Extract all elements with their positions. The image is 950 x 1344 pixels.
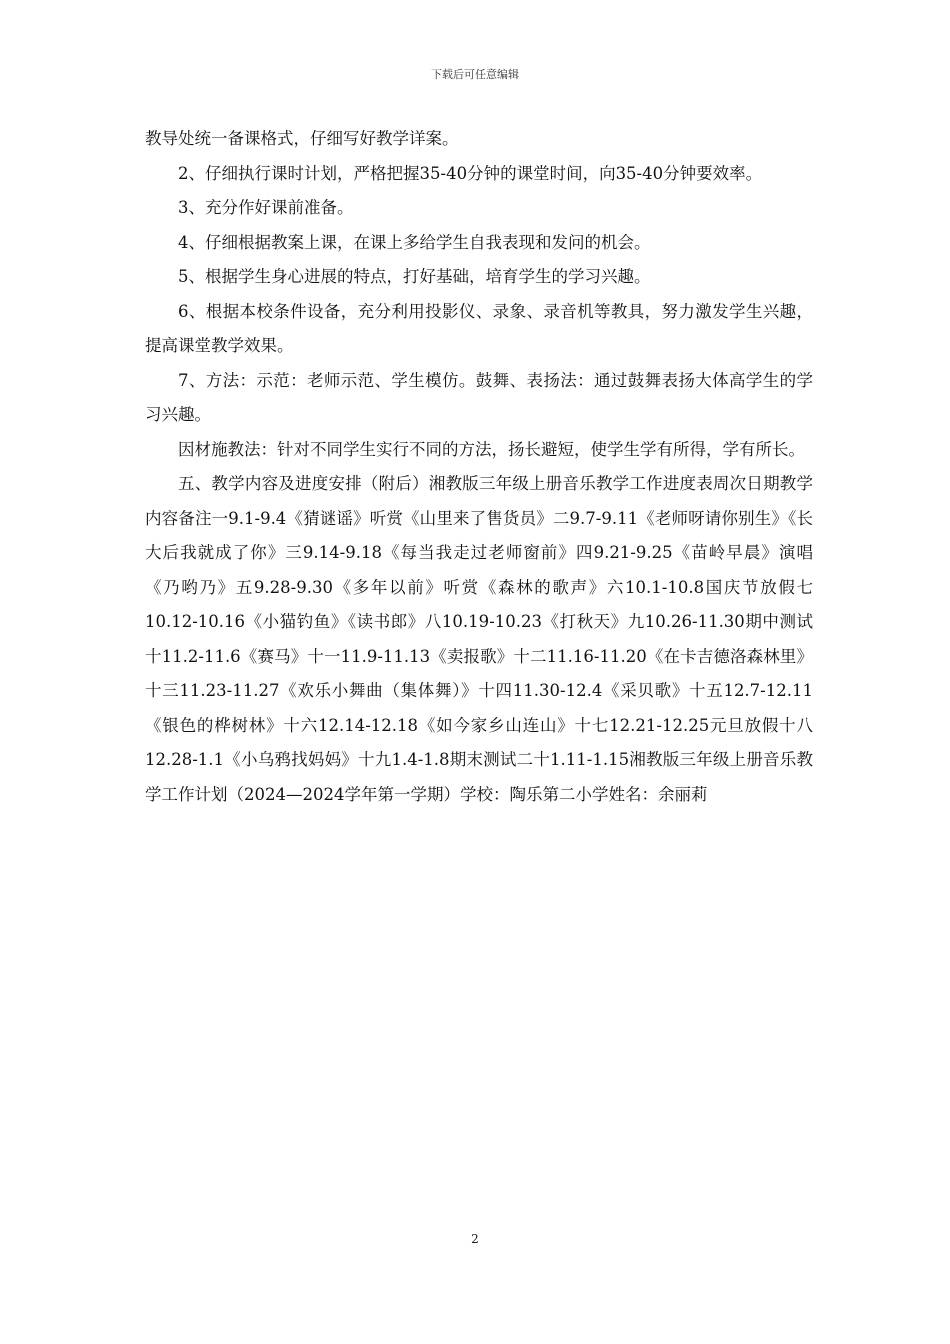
paragraph-8: 因材施教法：针对不同学生实行不同的方法，扬长避短，使学生学有所得，学有所长。 xyxy=(178,439,805,459)
paragraph-schedule: 五、教学内容及进度安排（附后）湘教版三年级上册音乐教学工作进度表周次日期教学内容备注一9.1-9.4《猜谜谣》听赏《山里来了售货员》二9.7-9.11《老师呀请你别生》《长大后我就成了你》三9.14-9.18《每当我走过老师窗前》四9.21-9.25《苗岭早晨》演唱《乃哟乃》五9.28-9.30《多年以前》听赏《森林的歌声》六10.1-10.8国庆节放假七10.12-10.16《小猫钓鱼》《读书郎》八10.19-10.23《打秋天》九10.26-11.30期中测试十11.2-11.6《赛马》十一11.9-11.13《卖报歌》十二11.16-11.20《在卡吉德洛森林里》十三11.23-11.27《欢乐小舞曲（集体舞）》十四11.30-12.4《采贝歌》十五12.7-12.11《银色的桦树林》十六12.14-12.18《如今家乡山连山》十七12.21-12.25元旦放假十八12.28-1.1《小乌鸦找妈妈》十九1.4-1.8期末测试二十1.11-1.15湘教版三年级上册音乐教学工作计划（2024—2024学年第一学期）学校：陶乐第二小学姓名：余丽莉 xyxy=(145,474,813,804)
paragraph-1: 教导处统一备课格式，仔细写好教学详案。 xyxy=(145,129,459,148)
page-number: 2 xyxy=(471,1232,479,1246)
paragraph-2: 2、仔细执行课时计划，严格把握35-40分钟的课堂时间，向35-40分钟要效率。 xyxy=(178,163,763,183)
paragraph-7: 7、方法：示范：老师示范、学生模仿。鼓舞、表扬法：通过鼓舞表扬大体高学生的学习兴趣。 xyxy=(145,370,813,424)
document-body xyxy=(145,122,813,812)
paragraph-5: 5、根据学生身心进展的特点，打好基础，培育学生的学习兴趣。 xyxy=(178,267,651,286)
paragraph-3: 3、充分作好课前准备。 xyxy=(178,198,354,217)
paragraph-6: 6、根据本校条件设备，充分利用投影仪、录象、录音机等教具，努力激发学生兴趣，提高课堂教学效果。 xyxy=(145,301,813,355)
page-header-note: 下载后可任意编辑 xyxy=(431,68,519,81)
paragraph-4: 4、仔细根据教案上课，在课上多给学生自我表现和发问的机会。 xyxy=(178,232,651,252)
